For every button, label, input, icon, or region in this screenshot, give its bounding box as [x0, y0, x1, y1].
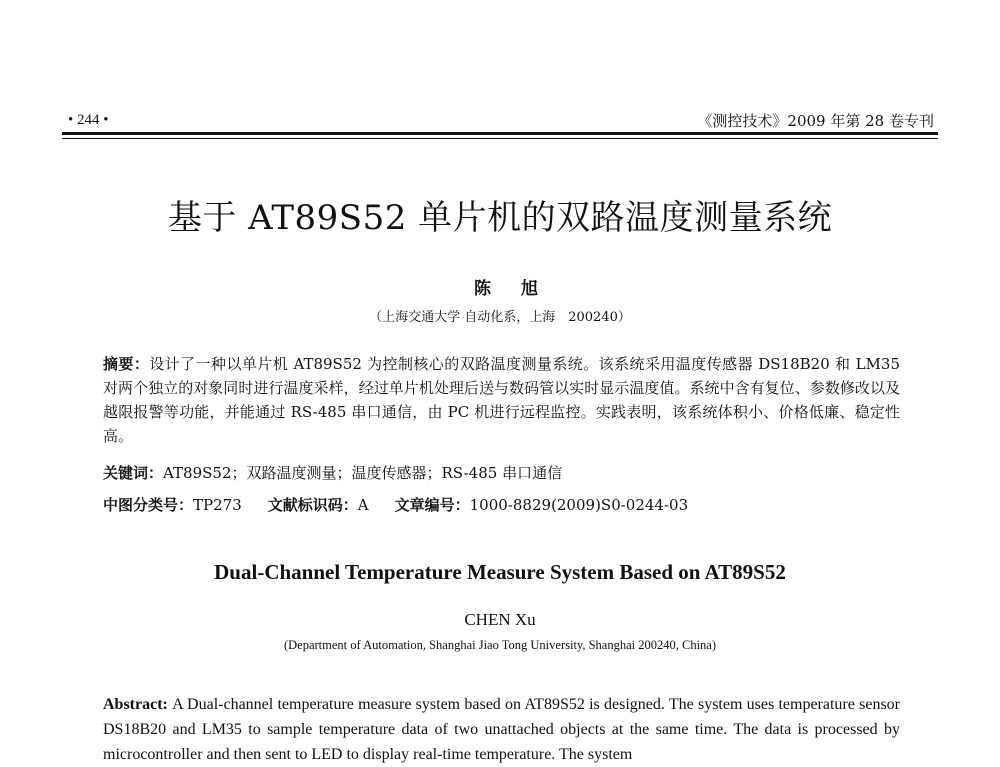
- keywords-cn-label: 关键词：: [103, 464, 164, 482]
- abstract-cn-text: 设计了一种以单片机 AT89S52 为控制核心的双路温度测量系统。该系统采用温度传感器 DS18B20 和 LM35 对两个独立的对象同时进行温度采样，经过单片机处理后送与数码管以实时显示温度值。系统中含有复位、参数修改以及越限报警等功能，并能通过 RS-485 串口通信，由 PC 机进行远程监控。实践表明，该系统体积小、价格低廉、稳定性高。: [103, 355, 900, 445]
- header-rule-thin: [62, 138, 938, 139]
- affiliation-en: (Department of Automation, Shanghai Jiao Tong University, Shanghai 200240, China): [283, 638, 717, 652]
- page-number: • 244 •: [68, 112, 109, 128]
- abstract-cn: [103, 352, 900, 448]
- classification-line: [103, 494, 903, 516]
- header-rule-thick: [62, 132, 938, 135]
- abstract-cn-label: 摘要：: [103, 355, 150, 373]
- journal-header: 《测控技术》2009 年第 28 卷专刊: [697, 112, 934, 130]
- abstract-en-label: Abstract:: [103, 696, 168, 713]
- keywords-cn-text: AT89S52；双路温度测量；温度传感器；RS-485 串口通信: [163, 464, 563, 482]
- article-no-label: 文章编号：: [394, 496, 470, 514]
- keywords-cn: [103, 462, 903, 484]
- paper-title-cn: 基于 AT89S52 单片机的双路温度测量系统: [167, 198, 833, 238]
- article-no-value: 1000-8829(2009)S0-0244-03: [469, 496, 689, 514]
- author-en: CHEN Xu: [464, 610, 536, 629]
- author-cn: 陈 旭: [474, 279, 550, 299]
- doc-code-label: 文献标识码：: [267, 496, 358, 514]
- clc-value: TP273: [193, 496, 242, 514]
- doc-code-value: A: [357, 496, 369, 514]
- abstract-en: [103, 692, 900, 767]
- paper-title-en: Dual-Channel Temperature Measure System Based on AT89S52: [214, 560, 786, 584]
- clc-label: 中图分类号：: [103, 496, 194, 514]
- abstract-en-text: A Dual-channel temperature measure system based on AT89S52 is designed. The system uses temperature sensor DS18B20 and LM35 to sample temperature data of two unattached objects at the same time. The data is processed by microcontroller and then sent to LED to display real-time temperature. The system: [103, 696, 900, 763]
- affiliation-cn: （上海交通大学 自动化系，上海 200240）: [369, 310, 631, 325]
